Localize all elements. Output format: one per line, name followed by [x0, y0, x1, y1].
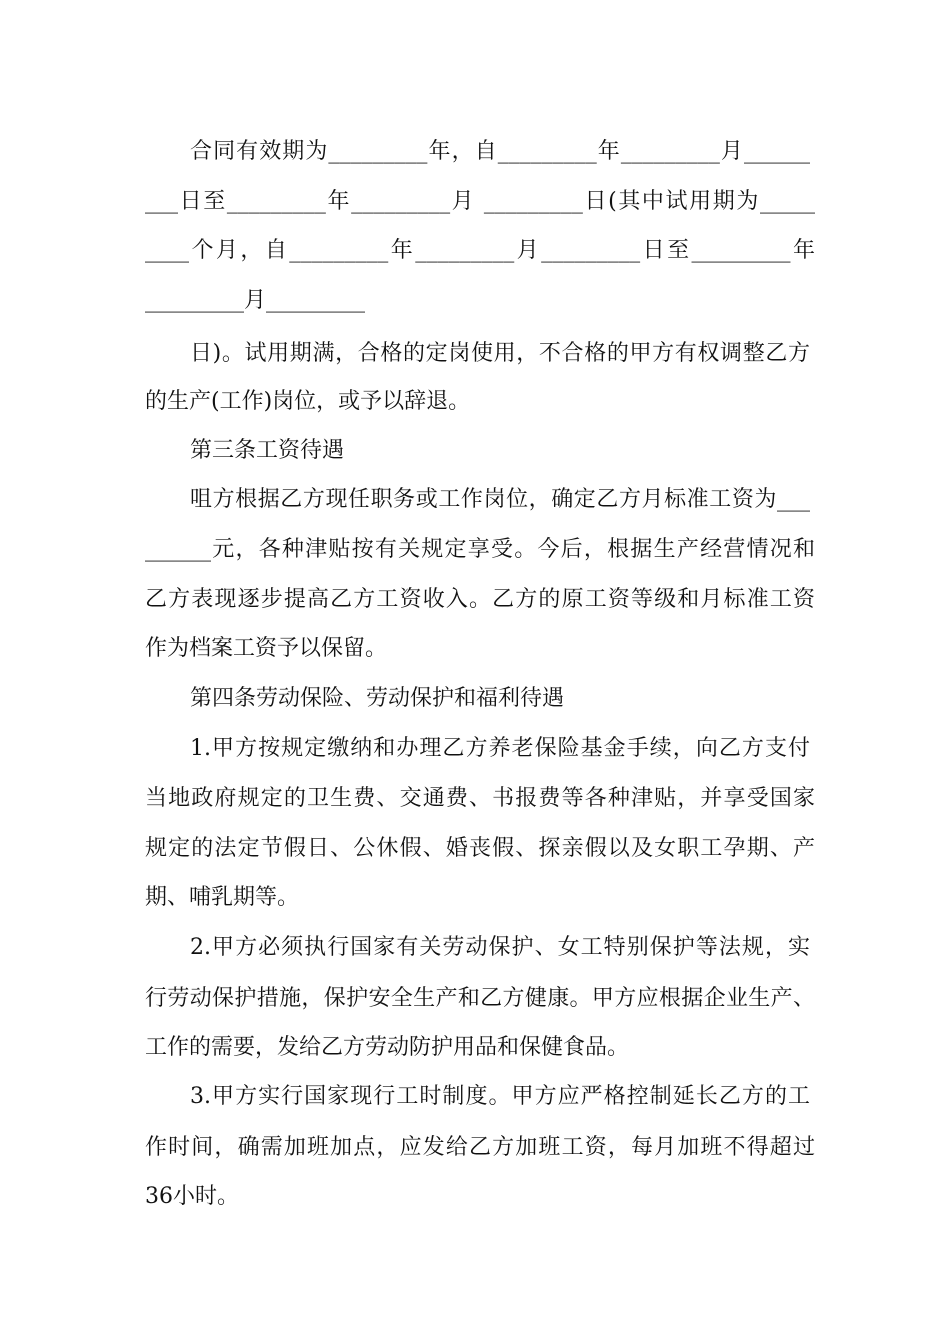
contract-term-line-2: ___日至_________年_________月 _________日(其中试用期为_____: [145, 189, 815, 214]
probation-line-2: 的生产(工作)岗位，或予以辞退。: [145, 389, 471, 414]
clause-3-line-1: 3.甲方实行国家现行工时制度。甲方应严格控制延长乙方的工: [190, 1084, 810, 1109]
clause-1-line-3: 规定的法定节假日、公休假、婚丧假、探亲假以及女职工孕期、产: [145, 836, 815, 861]
clause-2-line-3: 工作的需要，发给乙方劳动防护用品和保健食品。: [145, 1035, 630, 1060]
clause-1-line-1: 1.甲方按规定缴纳和办理乙方养老保险基金手续，向乙方支付: [190, 736, 810, 761]
probation-line-1: 日)。试用期满，合格的定岗使用，不合格的甲方有权调整乙方: [190, 341, 810, 366]
clause-1-line-4: 期、哺乳期等。: [145, 885, 300, 910]
wage-line-4: 作为档案工资予以保留。: [145, 636, 388, 661]
wage-line-2: ______元，各种津贴按有关规定享受。今后，根据生产经营情况和: [145, 537, 815, 562]
contract-term-line-3: ____个月，自_________年_________月_________日至_________年: [145, 238, 815, 263]
article-3-heading: 第三条工资待遇: [190, 438, 345, 463]
wage-line-3: 乙方表现逐步提高乙方工资收入。乙方的原工资等级和月标准工资: [145, 587, 815, 612]
clause-1-line-2: 当地政府规定的卫生费、交通费、书报费等各种津贴，并享受国家: [145, 786, 815, 811]
clause-3-line-2: 作时间，确需加班加点，应发给乙方加班工资，每月加班不得超过: [145, 1135, 815, 1160]
contract-term-line-4: _________月_________: [145, 288, 366, 313]
article-4-heading: 第四条劳动保险、劳动保护和福利待遇: [190, 686, 565, 711]
wage-line-1: 咀方根据乙方现任职务或工作岗位，确定乙方月标准工资为___: [190, 487, 810, 512]
clause-3-line-3: 36小时。: [145, 1184, 239, 1209]
clause-2-line-2: 行劳动保护措施，保护安全生产和乙方健康。甲方应根据企业生产、: [145, 986, 815, 1011]
clause-2-line-1: 2.甲方必须执行国家有关劳动保护、女工特别保护等法规，实: [190, 935, 810, 960]
contract-term-line-1: 合同有效期为_________年，自_________年_________月______: [190, 139, 810, 164]
